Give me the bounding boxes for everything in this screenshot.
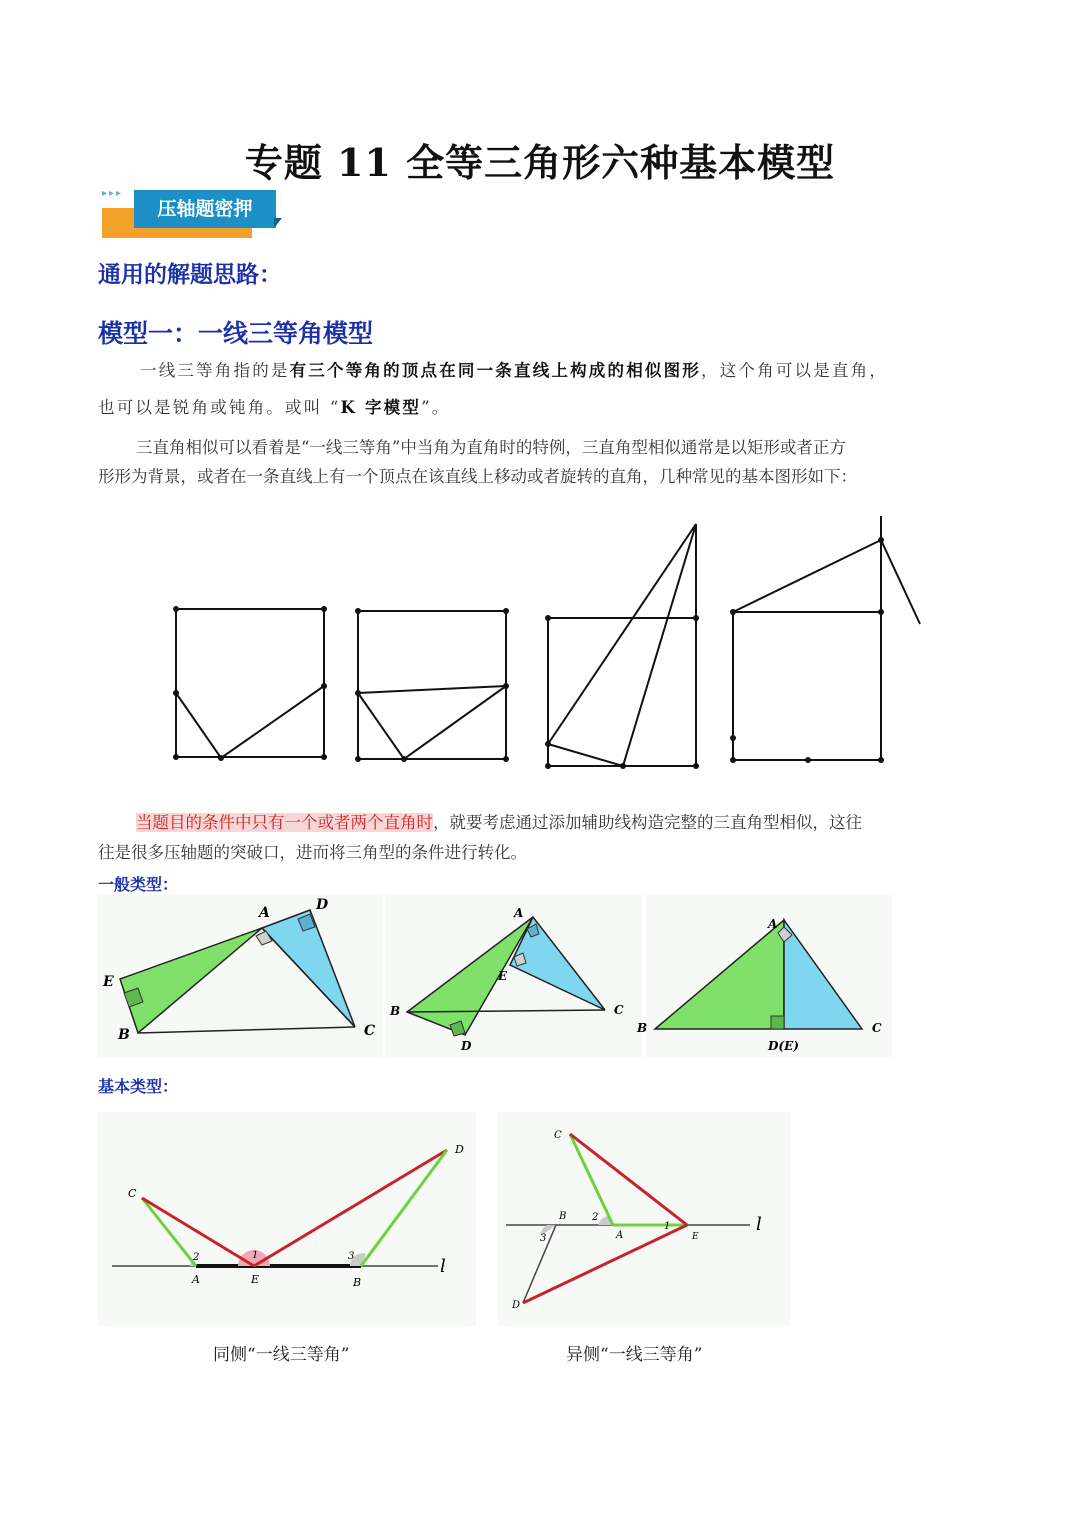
general-type-figures <box>98 895 898 1060</box>
fig3-label-a: A <box>768 917 778 931</box>
paragraph-3-line-1 <box>136 808 862 838</box>
square-c-line-1 <box>548 524 696 744</box>
fig5-label-l: l <box>756 1214 762 1235</box>
fig5-angle-2: 2 <box>592 1212 599 1223</box>
model-one-heading: 模型一：一线三等角模型 <box>98 319 374 348</box>
p3-line1-rest: ，就要考虑通过添加辅助线构造完整的三直角型相似，这往 <box>433 813 862 832</box>
fig2-label-c: C <box>614 1003 624 1017</box>
square-b <box>358 611 506 759</box>
fig1-label-d: D <box>316 897 329 913</box>
fig1-label-e: E <box>103 974 114 990</box>
fig4-angle-2: 2 <box>193 1252 200 1263</box>
fig3-label-de: D(E) <box>768 1039 799 1053</box>
square-c-line-3 <box>548 744 623 766</box>
fig4-label-c: C <box>128 1187 137 1200</box>
square-d <box>733 612 881 760</box>
page-title: 专题 11 全等三角形六种基本模型 <box>244 140 836 185</box>
fig5-label-d: D <box>512 1300 521 1311</box>
fig4-angle-1: 1 <box>252 1250 259 1261</box>
fig2-label-e: E <box>498 969 508 983</box>
p3-highlight: 当题目的条件中只有一个或者两个直角时 <box>136 813 433 832</box>
p1-bold: 有三个等角的顶点在同一条直线上构成的相似图形 <box>289 361 702 380</box>
general-approach-heading: 通用的解题思路： <box>98 262 282 288</box>
fig5-label-a: A <box>616 1230 624 1241</box>
fig4-label-a: A <box>192 1273 200 1286</box>
square-figures <box>160 510 940 780</box>
fig5-angle-3: 3 <box>540 1233 547 1244</box>
square-a-k-lines <box>176 686 324 758</box>
paragraph-2-line-1: 三直角相似可以看着是“一线三等角”中当角为直角时的特例，三直角型相似通常是以矩形或者正方 <box>136 438 846 457</box>
fig2-label-a: A <box>514 906 524 920</box>
paragraph-1-line-1 <box>140 356 888 386</box>
fig4-label-l: l <box>440 1256 446 1277</box>
fig5-label-c: C <box>554 1130 562 1141</box>
section-badge <box>102 188 282 240</box>
fig3-label-c: C <box>872 1021 882 1035</box>
p1-start: 一线三等角指的是 <box>140 361 290 380</box>
basic-types-heading: 基本类型： <box>98 1077 179 1096</box>
fig2-label-b: B <box>390 1004 401 1018</box>
fig1-label-a: A <box>259 905 270 921</box>
p1-line2-start: 也可以是锐角或钝角。或叫 “ <box>98 398 341 417</box>
fig5-angle-1: 1 <box>664 1221 671 1232</box>
badge-arrows-icon: ▸▸▸ <box>102 188 124 199</box>
caption-opposite-side: 异侧“一线三等角” <box>566 1345 703 1365</box>
fig4-angle-3: 3 <box>348 1251 355 1262</box>
square-d-line-1 <box>733 540 881 612</box>
p1-line2-end: ”。 <box>421 398 451 417</box>
fig4-label-e: E <box>251 1273 260 1286</box>
fig4-background <box>98 1112 476 1326</box>
fig4-label-d: D <box>455 1143 464 1156</box>
square-c-line-2 <box>623 524 696 766</box>
badge-fold <box>274 218 282 228</box>
badge-label: 压轴题密押 <box>134 190 276 228</box>
fig1-label-b: B <box>118 1027 130 1043</box>
square-c <box>548 618 696 766</box>
square-d-line-2 <box>881 540 920 624</box>
square-b-chord <box>358 686 506 693</box>
caption-same-side: 同侧“一线三等角” <box>213 1345 350 1365</box>
fig5-label-b: B <box>559 1211 567 1222</box>
general-types-heading: 一般类型： <box>98 875 179 894</box>
p1-line2-bold: K 字模型 <box>340 398 422 417</box>
basic-type-figures <box>98 1112 798 1332</box>
fig5-label-e: E <box>692 1232 699 1242</box>
square-b-k-lines <box>358 686 506 759</box>
square-a <box>176 609 324 757</box>
fig4-label-b: B <box>353 1276 362 1289</box>
paragraph-1-line-2 <box>98 393 450 423</box>
fig3-label-b: B <box>637 1021 648 1035</box>
fig1-label-c: C <box>364 1023 376 1039</box>
p1-end: ，这个角可以是直角， <box>701 361 889 380</box>
fig2-label-d: D <box>461 1039 472 1053</box>
paragraph-2-line-2: 形形为背景，或者在一条直线上有一个顶点在该直线上移动或者旋转的直角，几种常见的基本图形如下： <box>98 467 857 486</box>
paragraph-3-line-2: 往是很多压轴题的突破口，进而将三角型的条件进行转化。 <box>98 843 527 862</box>
